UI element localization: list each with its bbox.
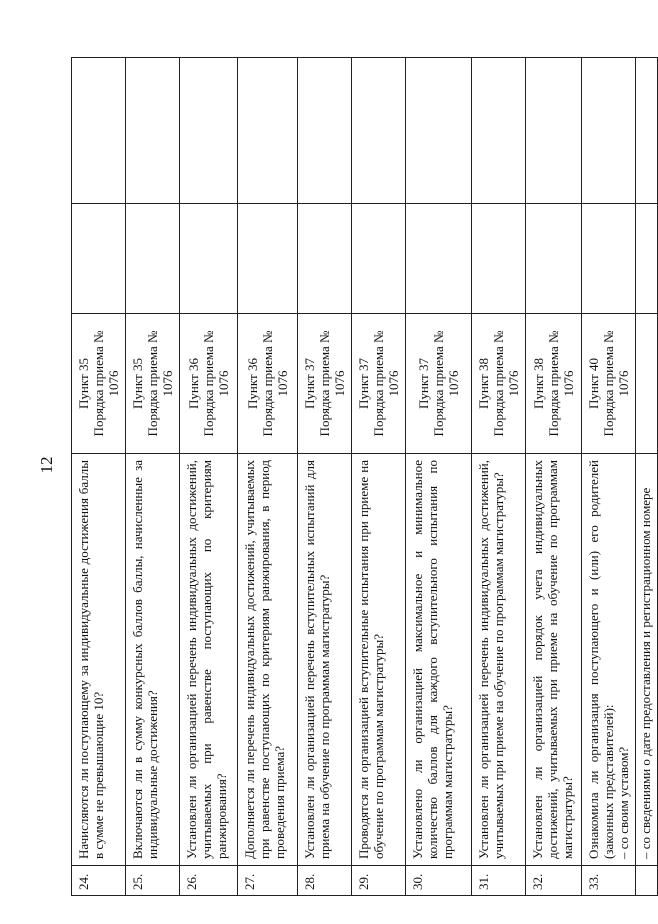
row-number: 30. — [406, 866, 472, 896]
row-number: 25. — [126, 866, 180, 896]
answer-cell — [526, 204, 582, 314]
note-cell — [126, 58, 180, 204]
reference-point: Пункт 38 — [476, 358, 491, 409]
row-question: Проводятся ли организацией вступительные испытания при приеме на обучение по программам магистратуры? — [352, 454, 406, 866]
reference-point: Пункт 35 — [76, 358, 91, 409]
note-cell — [238, 58, 298, 204]
row-reference — [526, 314, 582, 454]
table-row — [126, 58, 180, 896]
row-question: Установлен ли организацией перечень индивидуальных достижений, учитываемых при равенстве поступающих по критериям ранжирования? — [180, 454, 238, 866]
reference-point: Пункт 36 — [245, 358, 260, 409]
note-cell — [298, 58, 352, 204]
row-number: 24. — [72, 866, 126, 896]
table-row — [472, 58, 526, 896]
reference-point: Пункт 36 — [186, 358, 201, 409]
table-row — [406, 58, 472, 896]
row-number: 29. — [352, 866, 406, 896]
reference-document: Порядка приема № 1076 — [546, 330, 576, 437]
question-subitem: – со своим уставом? — [616, 746, 631, 859]
table-row — [238, 58, 298, 896]
reference-document: Порядка приема № 1076 — [317, 330, 347, 437]
answer-cell — [298, 204, 352, 314]
row-reference — [472, 314, 526, 454]
table-row — [72, 58, 126, 896]
row-reference — [582, 314, 636, 454]
row-question: Начисляются ли поступающему за индивидуальные достижения баллы в сумме не превышающие 10? — [72, 454, 126, 866]
answer-cell — [406, 204, 472, 314]
row-question: Установлен ли организацией порядок учета индивидуальных достижений, учитываемых при приеме на обучение по программам магистратуры? — [526, 454, 582, 866]
answer-cell — [352, 204, 406, 314]
row-number: 33. — [582, 866, 636, 896]
reference-document: Порядка приема № 1076 — [91, 330, 121, 437]
answer-cell — [636, 204, 658, 314]
reference-document: Порядка приема № 1076 — [601, 330, 631, 437]
reference-point: Пункт 37 — [416, 358, 431, 409]
row-reference — [238, 314, 298, 454]
note-cell — [72, 58, 126, 204]
page-number: 12 — [37, 456, 56, 474]
row-question: Дополняется ли перечень индивидуальных достижений, учитываемых при равенстве поступающих по критериям ранжирования, в период проведения приема? — [238, 454, 298, 866]
reference-document: Порядка приема № 1076 — [371, 330, 401, 437]
row-number — [636, 866, 658, 896]
row-reference — [636, 314, 658, 454]
answer-cell — [180, 204, 238, 314]
row-reference — [298, 314, 352, 454]
note-cell — [406, 58, 472, 204]
row-question: – со сведениями о дате предоставления и регистрационном номере — [636, 454, 658, 866]
row-reference — [406, 314, 472, 454]
checklist-table-rotated — [71, 58, 653, 896]
row-number: 31. — [472, 866, 526, 896]
row-reference — [180, 314, 238, 454]
table-row — [180, 58, 238, 896]
answer-cell — [72, 204, 126, 314]
row-reference — [352, 314, 406, 454]
note-cell — [526, 58, 582, 204]
reference-point: Пункт 40 — [586, 358, 601, 409]
reference-document: Порядка приема № 1076 — [491, 330, 521, 437]
table-row — [352, 58, 406, 896]
reference-point: Пункт 37 — [356, 358, 371, 409]
note-cell — [636, 58, 658, 204]
row-number: 26. — [180, 866, 238, 896]
answer-cell — [238, 204, 298, 314]
row-reference — [72, 314, 126, 454]
reference-document: Порядка приема № 1076 — [431, 330, 461, 437]
reference-point: Пункт 37 — [302, 358, 317, 409]
reference-point: Пункт 38 — [531, 358, 546, 409]
reference-point: Пункт 35 — [130, 358, 145, 409]
row-number: 32. — [526, 866, 582, 896]
table-row — [526, 58, 582, 896]
reference-document: Порядка приема № 1076 — [145, 330, 175, 437]
row-question: Установлен ли организацией перечень индивидуальных достижений, учитываемых при приеме на обучение по программам магистратуры? — [472, 454, 526, 866]
reference-document: Порядка приема № 1076 — [201, 330, 231, 437]
table-row — [582, 58, 636, 896]
table-row — [636, 58, 658, 896]
reference-document: Порядка приема № 1076 — [260, 330, 290, 437]
checklist-table — [71, 57, 658, 896]
row-question: Установлен ли организацией перечень вступительных испытаний для приема на обучение по программам магистратуры? — [298, 454, 352, 866]
note-cell — [582, 58, 636, 204]
row-question: Установлено ли организацией максимальное и минимальное количество баллов для каждого вступительного испытания по программам магистратуры? — [406, 454, 472, 866]
row-number: 28. — [298, 866, 352, 896]
row-question — [582, 454, 636, 866]
note-cell — [472, 58, 526, 204]
note-cell — [180, 58, 238, 204]
row-number: 27. — [238, 866, 298, 896]
table-row — [298, 58, 352, 896]
question-text: Ознакомила ли организация поступающего и (или) его родителей (законных представителей): — [586, 460, 616, 859]
answer-cell — [126, 204, 180, 314]
answer-cell — [472, 204, 526, 314]
answer-cell — [582, 204, 636, 314]
row-question: Включаются ли в сумму конкурсных баллов баллы, начисленные за индивидуальные достижения? — [126, 454, 180, 866]
note-cell — [352, 58, 406, 204]
row-reference — [126, 314, 180, 454]
